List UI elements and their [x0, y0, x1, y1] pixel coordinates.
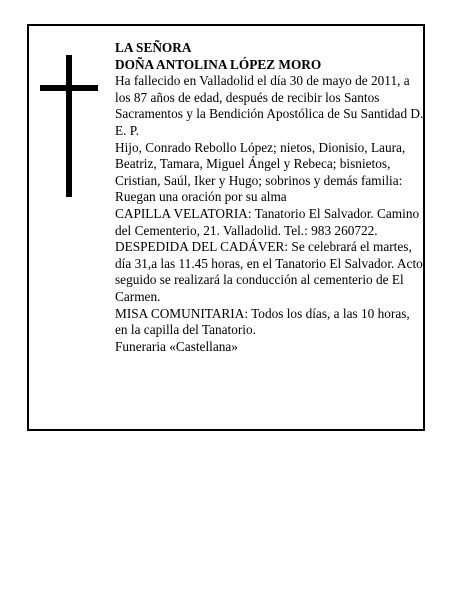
obituary-frame — [27, 24, 425, 431]
cross-horizontal-bar — [40, 85, 98, 91]
heading-title: LA SEÑORA — [115, 40, 192, 55]
prayer-request: Ruegan una oración por su alma — [115, 189, 287, 205]
farewell-info: DESPEDIDA DEL CADÁVER: Se celebrará el martes, día 31,a las 11.45 horas, en el Tanatorio El Salvador. Acto seguido se realizará la conducción al cementerio de El Carmen. — [115, 239, 423, 304]
family-list: Hijo, Conrado Rebollo López; nietos, Dionisio, Laura, Beatriz, Tamara, Miguel Ángel y Rebeca; bisnietos, Cristian, Saúl, Iker y Hugo; sobrinos y demás familia: — [115, 139, 406, 188]
chapel-info: CAPILLA VELATORIA: Tanatorio El Salvador. Camino del Cementerio, 21. Valladolid. Tel.: 983 260722. — [115, 205, 420, 238]
funeral-home: Funeraria «Castellana» — [115, 338, 238, 354]
cross-icon — [40, 55, 98, 197]
obituary-text — [115, 40, 425, 355]
cross-vertical-bar — [66, 55, 72, 197]
deceased-name: DOÑA ANTOLINA LÓPEZ MORO — [115, 56, 322, 72]
death-statement: Ha fallecido en Valladolid el día 30 de mayo de 2011, a los 87 años de edad, después de recibir los Santos Sacramentos y la Bendición Apostólica de Su Santidad D. E. P. — [115, 73, 424, 138]
mass-info: MISA COMUNITARIA: Todos los días, a las 10 horas, en la capilla del Tanatorio. — [115, 305, 410, 338]
